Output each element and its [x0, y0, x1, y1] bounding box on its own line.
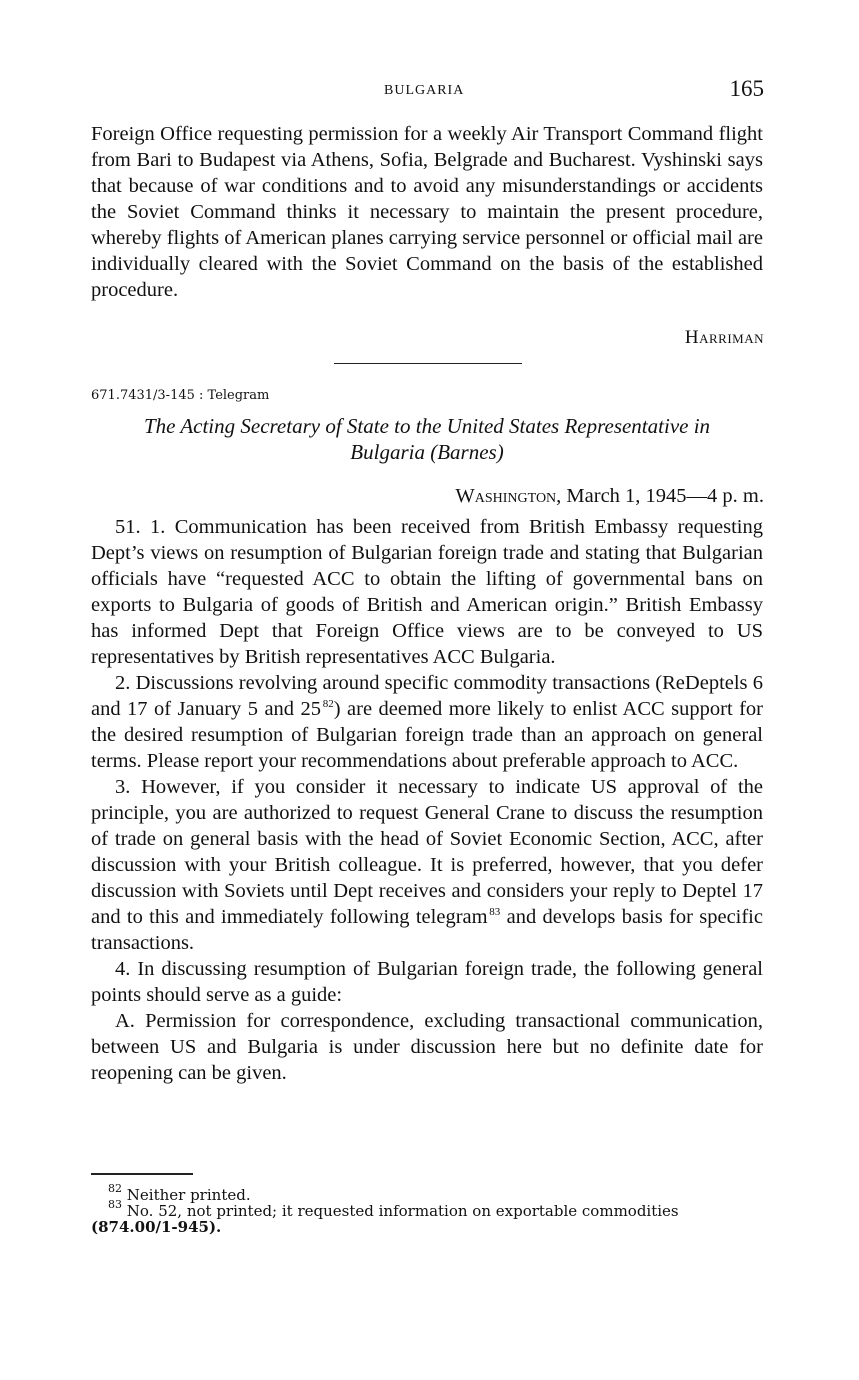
telegram-body — [91, 514, 763, 1086]
paragraph-2-text-b: ) are deemed more likely to enlist ACC support for the desired resumption of Bulgarian foreign trade than an approach on general terms. Please report your recommendations about preferable approach to ACC. — [91, 698, 764, 772]
paragraph-4: 4. In discussing resumption of Bulgarian foreign trade, the following general points should serve as a guide: — [91, 958, 763, 1006]
footnote-83-mark: 83 — [108, 1198, 122, 1211]
paragraph-2 — [91, 670, 763, 774]
document-title-line-2: Bulgaria (Barnes) — [350, 440, 504, 464]
footnote-83-text: No. 52, not printed; it requested information on exportable commodities — [126, 1202, 679, 1220]
signature: Harriman — [684, 327, 764, 348]
continuation-paragraph: Foreign Office requesting permission for a weekly Air Transport Command flight from Bari to Budapest via Athens, Sofia, Belgrade and Bucharest. Vyshinski says that because of war conditions and to avoid any misunderstandings or accidents the Soviet Command thinks it necessary to maintain the present procedure, whereby flights of American planes carrying service personnel or official mail are individually cleared with the Soviet Command on the basis of the established procedure. — [91, 123, 763, 301]
page-number: 165 — [729, 76, 764, 101]
footnote-83 — [91, 1198, 763, 1220]
running-head — [0, 76, 859, 102]
paragraph-3 — [91, 774, 763, 956]
dateline — [455, 485, 764, 508]
section-divider — [334, 363, 522, 364]
dateline-date: March 1, 1945—4 p. m. — [561, 485, 764, 507]
footnote-83-reference: (874.00/1-945). — [91, 1218, 222, 1236]
paragraph-3-text-a: 3. However, if you consider it necessary to indicate US approval of the principle, you are authorized to request General Crane to discuss the resumption of trade on general basis with the head of Soviet Economic Section, ACC, after discussion with your British colleague. It is preferred, however, that you defer discussion with Soviets until Dept receives and considers your reply to Deptel 17 and to this and immediately following telegram — [91, 776, 763, 928]
footnotes — [91, 1182, 763, 1236]
footnote-82-mark: 82 — [108, 1182, 122, 1195]
document-title — [91, 413, 763, 465]
dateline-place: Washington, — [455, 485, 562, 507]
file-reference: 671.7431/3-145 : Telegram — [91, 388, 270, 403]
paragraph-3-text-b: and develops basis for specific transactions. — [91, 906, 763, 954]
footnote-ref-82: 82 — [322, 698, 334, 710]
footnote-82 — [91, 1182, 763, 1204]
footnote-rule — [91, 1173, 193, 1175]
running-head-title: BULGARIA — [384, 83, 465, 98]
paragraph-1: 51. 1. Communication has been received from British Embassy requesting Dept’s views on resumption of Bulgarian foreign trade and stating that Bulgarian officials have “requested ACC to obtain the lifting of governmental bans on exports to Bulgaria of goods of British and American origin.” British Embassy has informed Dept that Foreign Office views are to be conveyed to US representatives by British representatives ACC Bulgaria. — [91, 516, 763, 668]
document-title-line-1: The Acting Secretary of State to the United States Representative in — [143, 414, 711, 438]
paragraph-A: A. Permission for correspondence, excluding transactional communication, between US and Bulgaria is under discussion here but no definite date for reopening can be given. — [91, 1010, 763, 1084]
footnote-82-text: Neither printed. — [126, 1186, 251, 1204]
footnote-ref-83: 83 — [489, 906, 501, 918]
paragraph-2-text-a: 2. Discussions revolving around specific commodity transactions (ReDeptels 6 and 17 of January 5 and 25 — [91, 672, 763, 720]
